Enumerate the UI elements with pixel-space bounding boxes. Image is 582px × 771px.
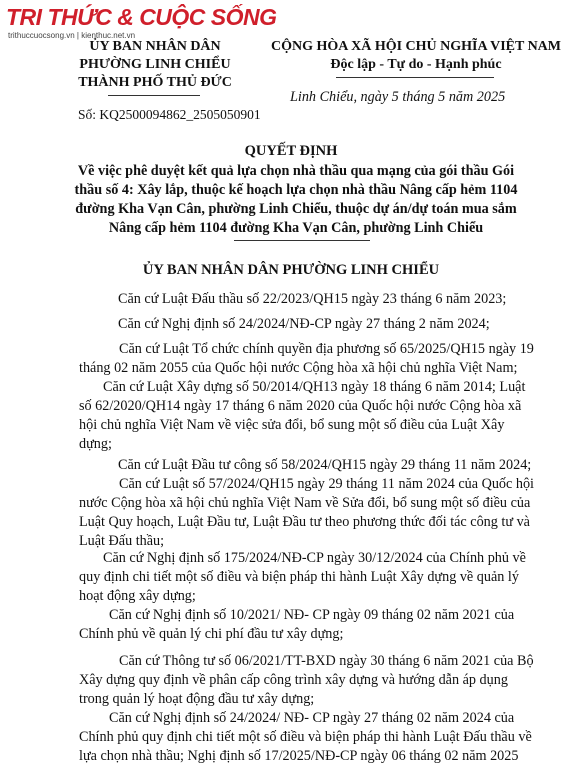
text-line: hoạt động xây dựng; [79,588,196,604]
divider [336,77,494,78]
divider [108,95,200,96]
text-line: hội chủ nghĩa Việt Nam về việc sửa đổi, bổ sung một số điều của Luật Xây [79,417,505,433]
basis-paragraph [118,456,538,475]
text-line: trong quản lý hoạt động đầu tư xây dựng; [79,691,315,707]
text-line: Căn cứ Nghị định số 24/2024/ NĐ- CP ngày 27 tháng 02 năm 2024 của [109,710,515,726]
subject-line: Nâng cấp hẻm 1104 đường Kha Vạn Cân, phường Linh Chiểu [108,220,484,236]
document-title: QUYẾT ĐỊNH [244,143,338,159]
basis-paragraph [79,652,536,709]
text-line: Căn cứ Luật số 57/2024/QH15 ngày 29 tháng 11 năm 2024 của Quốc hội [119,476,534,492]
document-number: Số: KQ2500094862_2505050901 [78,107,261,122]
document-subject [70,162,522,238]
logo-urls: trithuccuocsong.vn | kienthuc.net.vn [8,31,136,40]
authority-line: THÀNH PHỐ THỦ ĐỨC [78,75,232,90]
issuing-authority [60,38,250,92]
text-line: Chính phủ quy định chi tiết một số điều và biện pháp thi hành Luật Đấu thầu về [79,729,532,745]
text-line: Xây dựng quy định về phân cấp công trình xây dựng và hướng dẫn áp dụng [79,672,508,688]
subject-line: Về việc phê duyệt kết quả lựa chọn nhà thầu qua mạng của gói thầu Gói [77,163,515,179]
text-line: lựa chọn nhà thầu; Nghị định số 17/2025/NĐ-CP ngày 06 tháng 02 năm 2025 [79,748,519,764]
text-line: Căn cứ Luật Đấu thầu số 22/2023/QH15 ngày 23 tháng 6 năm 2023; [118,291,507,307]
subject-line: đường Kha Vạn Cân, phường Linh Chiểu, thuộc dự án/dự toán mua sắm [75,201,517,217]
basis-paragraph [79,340,536,378]
authority-line: PHƯỜNG LINH CHIỂU [79,57,231,72]
text-line: Căn cứ Nghị định số 175/2024/NĐ-CP ngày 30/12/2024 của Chính phủ về [103,550,526,566]
basis-paragraph [79,709,536,766]
text-line: nước Cộng hòa xã hội chủ nghĩa Việt Nam về Sửa đổi, bổ sung một số điều của [79,495,531,511]
logo-brand: TRI THỨC & CUỘC SỐNG [6,4,277,30]
authority-heading: ỦY BAN NHÂN DÂN PHƯỜNG LINH CHIỂU [142,262,440,278]
text-line: Căn cứ Nghị định số 10/2021/ NĐ- CP ngày 09 tháng 02 năm 2021 của [109,607,515,623]
text-line: quy định chi tiết một số điều và biện pháp thi hành Luật Xây dựng về quản lý [79,569,519,585]
basis-paragraph [79,549,536,606]
document-date: Linh Chiểu, ngày 5 tháng 5 năm 2025 [290,89,506,105]
text-line: dựng; [79,436,112,452]
text-line: số 62/2020/QH14 ngày 17 tháng 6 năm 2020 của Quốc hội nước Cộng hòa xã [79,398,522,414]
basis-paragraph [79,475,536,551]
text-line: Căn cứ Luật Xây dựng số 50/2014/QH13 ngày 18 tháng 6 năm 2014; Luật [103,379,526,395]
national-motto: Độc lập - Tự do - Hạnh phúc [330,57,502,72]
basis-paragraph [79,606,536,644]
basis-paragraph [79,378,536,454]
text-line: Căn cứ Thông tư số 06/2021/TT-BXD ngày 30 tháng 6 năm 2021 của Bộ [119,653,534,669]
subject-line: thầu số 4: Xây lắp, thuộc kế hoạch lựa chọn nhà thầu Nâng cấp hẻm 1104 [74,182,518,198]
site-logo [6,4,277,40]
authority-line: ỦY BAN NHÂN DÂN [89,39,221,54]
text-line: Căn cứ Nghị định số 24/2024/NĐ-CP ngày 27 tháng 2 năm 2024; [118,316,490,332]
text-line: Chính phủ về quản lý chi phí đầu tư xây dựng; [79,626,344,642]
national-header [255,38,577,74]
text-line: Căn cứ Luật Tổ chức chính quyền địa phương số 65/2025/QH15 ngày 19 [119,341,534,357]
text-line: Căn cứ Luật Đầu tư công số 58/2024/QH15 ngày 29 tháng 11 năm 2024; [118,457,532,473]
divider [234,240,370,241]
basis-paragraph [118,315,538,334]
text-line: Luật Quy hoạch, Luật Đầu tư, Luật Đầu tư theo phương thức đối tác công tư và [79,514,530,530]
basis-paragraph [118,290,538,309]
text-line: Luật Đấu thầu; [79,533,165,549]
national-title: CỘNG HÒA XÃ HỘI CHỦ NGHĨA VIỆT NAM [270,39,561,54]
text-line: tháng 02 năm 2055 của Quốc hội nước Cộng hòa xã hội chủ nghĩa Việt Nam; [79,360,518,376]
